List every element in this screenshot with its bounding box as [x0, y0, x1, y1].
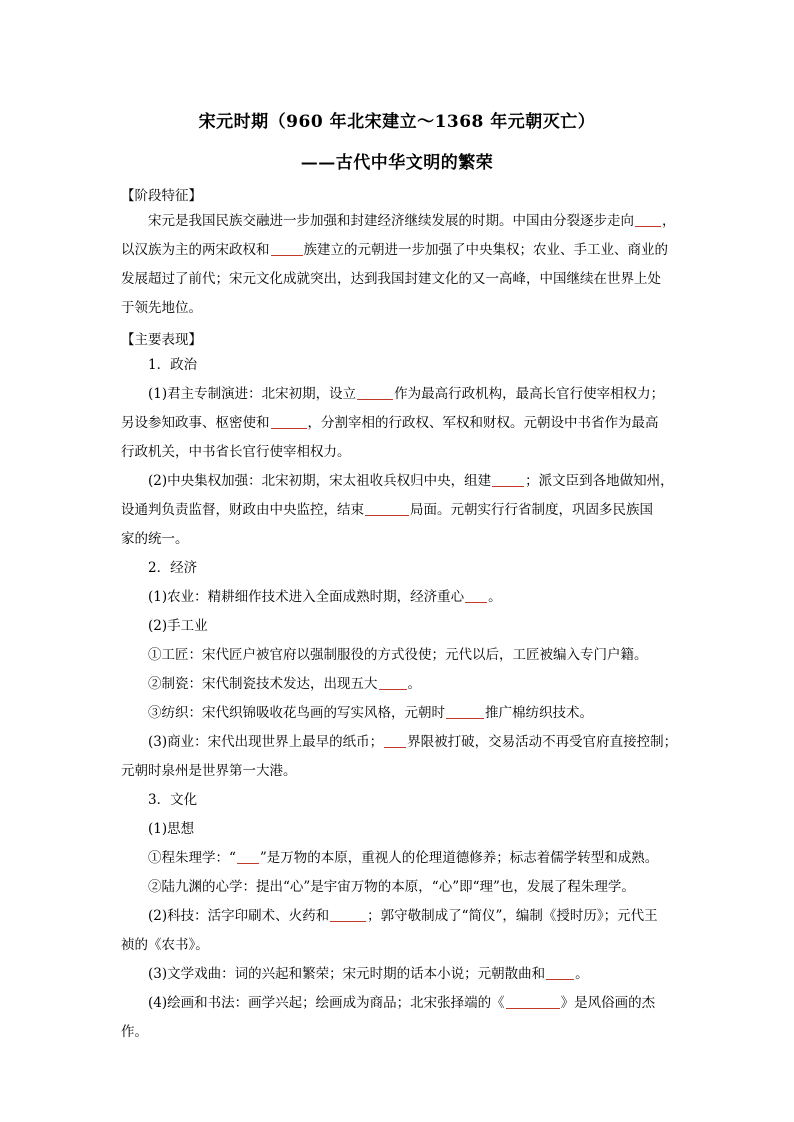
fill-blank[interactable] [271, 414, 307, 429]
paragraph-line: (2)手工业 [148, 618, 208, 634]
fill-blank[interactable] [446, 704, 484, 719]
fill-blank[interactable] [330, 907, 366, 922]
fill-blank[interactable] [546, 965, 574, 980]
paragraph-line: 以汉族为主的两宋政权和 族建立的元朝进一步加强了中央集权；农业、手工业、商业的 [121, 242, 668, 258]
paragraph-line: 宋元是我国民族交融进一步加强和封建经济继续发展的时期。中国由分裂逐步走向 ， [148, 213, 676, 229]
paragraph-line: ③纺织：宋代织锦吸收花鸟画的写实风格，元朝时 推广棉纺织技术。 [148, 705, 593, 721]
subsection-heading-culture: 3．文化 [148, 792, 198, 808]
paragraph-line: (1)农业：精耕细作技术进入全面成熟时期，经济重心 。 [148, 589, 502, 605]
paragraph-line: 祯的《农书》。 [121, 937, 209, 953]
paragraph-line: 家的统一。 [121, 531, 189, 547]
fill-blank[interactable] [271, 241, 303, 256]
fill-blank[interactable] [365, 501, 409, 516]
paragraph-line: 发展超过了前代；宋元文化成就突出，达到我国封建文化的又一高峰，中国继续在世界上处 [121, 271, 661, 287]
paragraph-line: ②陆九渊的心学：提出“心”是宇宙万物的本原，“心”即“理”也，发展了程朱理学。 [148, 879, 635, 895]
paragraph-line: (1)君主专制演进：北宋初期，设立 作为最高行政机构，最高长官行使宰相权力； [148, 386, 665, 402]
fill-blank[interactable] [492, 472, 524, 487]
paragraph-line: 另设参知政事、枢密使和 ，分割宰相的行政权、军权和财权。元朝设中书省作为最高 [121, 415, 659, 431]
page-title: 宋元时期（960 年北宋建立～1368 年元朝灭亡） [198, 112, 596, 132]
fill-blank[interactable] [635, 212, 661, 227]
fill-blank[interactable] [465, 588, 487, 603]
paragraph-line: (3)商业：宋代出现世界上最早的纸币； 界限被打破，交易活动不再受官府直接控制； [148, 734, 678, 750]
fill-blank[interactable] [379, 675, 407, 690]
paragraph-line: 行政机关，中书省长官行使宰相权力。 [121, 444, 351, 460]
fill-blank[interactable] [384, 733, 406, 748]
paragraph-line: (2)中央集权加强：北宋初期，宋太祖收兵权归中央，组建 ；派文臣到各地做知州， [148, 473, 674, 489]
paragraph-line: (3)文学戏曲：词的兴起和繁荣；宋元时期的话本小说；元朝散曲和 。 [148, 966, 589, 982]
section-heading-main-performance: 【主要表现】 [121, 332, 202, 348]
paragraph-line: (4)绘画和书法：画学兴起；绘画成为商品；北宋张择端的《 》是风俗画的杰 [148, 995, 656, 1011]
fill-blank[interactable] [237, 849, 259, 864]
paragraph-line: 于领先地位。 [121, 300, 202, 316]
subsection-heading-economy: 2．经济 [148, 560, 198, 576]
fill-blank[interactable] [357, 385, 393, 400]
paragraph-line: ②制瓷：宋代制瓷技术发达，出现五大 。 [148, 676, 421, 692]
page-subtitle: ——古代中华文明的繁荣 [300, 153, 494, 173]
fill-blank[interactable] [506, 994, 560, 1009]
paragraph-line: 元朝时泉州是世界第一大港。 [121, 763, 297, 779]
paragraph-line: (1)思想 [148, 821, 195, 837]
paragraph-line: 设通判负责监督，财政由中央监控，结束 局面。元朝实行行省制度，巩固多民族国 [121, 502, 653, 518]
section-heading-stage-features: 【阶段特征】 [121, 188, 202, 204]
paragraph-line: 作。 [121, 1024, 148, 1040]
paragraph-line: (2)科技：活字印刷术、火药和 ；郭守敬制成了“简仪”，编制《授时历》；元代王 [148, 908, 658, 924]
paragraph-line: ①程朱理学：“ ”是万物的本原，重视人的伦理道德修养；标志着儒学转型和成熟。 [148, 850, 659, 866]
paragraph-line: ①工匠：宋代匠户被官府以强制服役的方式役使；元代以后，工匠被编入专门户籍。 [148, 647, 648, 663]
subsection-heading-politics: 1．政治 [148, 357, 198, 373]
